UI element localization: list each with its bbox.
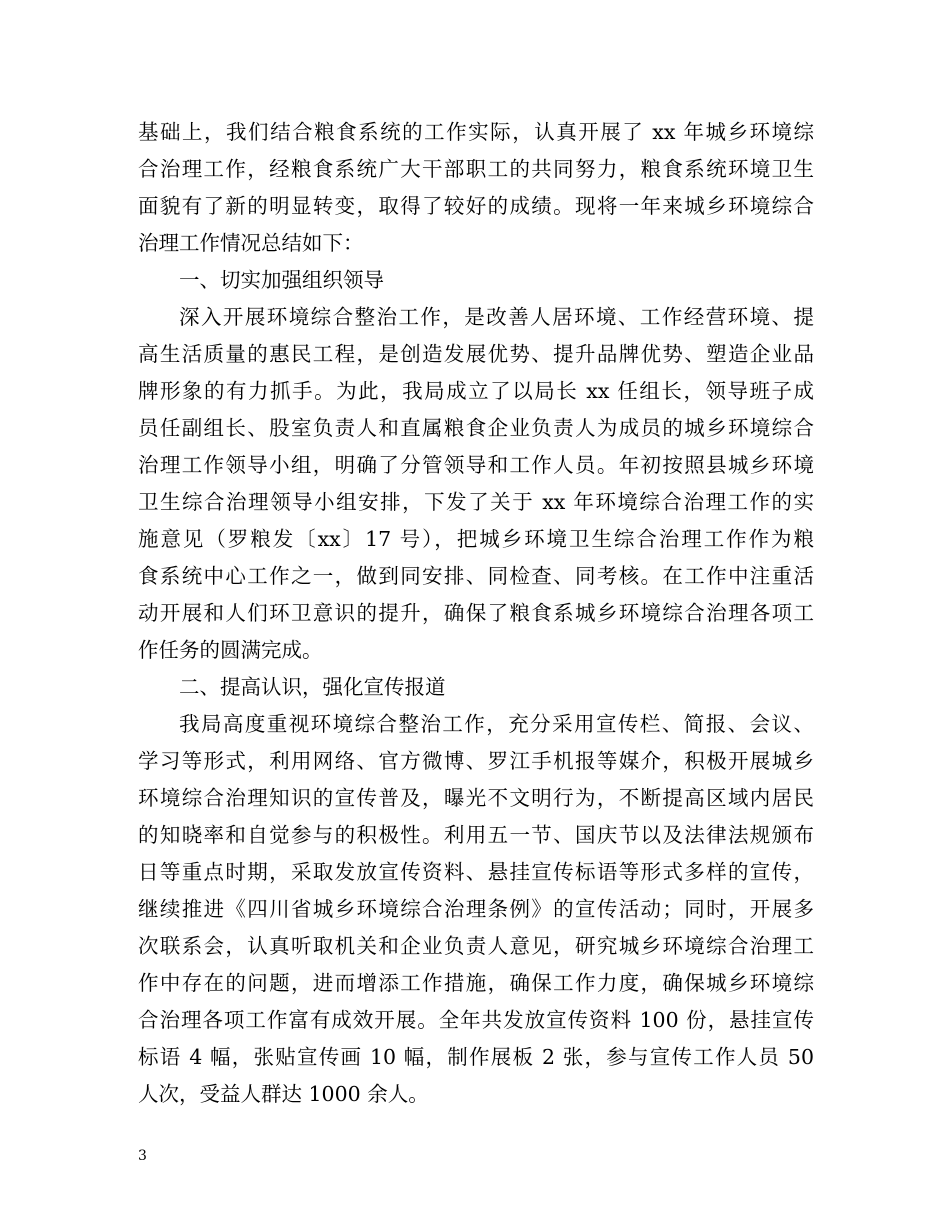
text-line: 作任务的圆满完成。	[138, 638, 323, 662]
text-line: 员任副组长、股室负责人和直属粮食企业负责人为成员的城乡环境综合	[138, 416, 814, 440]
text-line: 基础上，我们结合粮食系统的工作实际，认真开展了 xx 年城乡环境综	[138, 120, 814, 144]
text-line: 深入开展环境综合整治工作，是改善人居环境、工作经营环境、提	[179, 305, 814, 329]
text-line: 日等重点时期，采取发放宣传资料、悬挂宣传标语等形式多样的宣传，	[138, 860, 814, 884]
text-line: 人次，受益人群达 1000 余人。	[138, 1082, 429, 1106]
text-line: 作中存在的问题，进而增添工作措施，确保工作力度，确保城乡环境综	[138, 971, 814, 995]
text-line: 卫生综合治理领导小组安排，下发了关于 xx 年环境综合治理工作的实	[138, 490, 814, 514]
text-line: 标语 4 幅，张贴宣传画 10 幅，制作展板 2 张，参与宣传工作人员 50	[138, 1045, 814, 1069]
text-line: 次联系会，认真听取机关和企业负责人意见，研究城乡环境综合治理工	[138, 934, 814, 958]
section-heading-1: 一、切实加强组织领导	[179, 268, 384, 292]
text-line: 合治理各项工作富有成效开展。全年共发放宣传资料 100 份，悬挂宣传	[138, 1008, 814, 1032]
text-line: 环境综合治理知识的宣传普及，曝光不文明行为，不断提高区域内居民	[138, 786, 814, 810]
text-line: 继续推进《四川省城乡环境综合治理条例》的宣传活动；同时，开展多	[138, 897, 814, 921]
text-line: 牌形象的有力抓手。为此，我局成立了以局长 xx 任组长，领导班子成	[138, 379, 814, 403]
text-line: 的知晓率和自觉参与的积极性。利用五一节、国庆节以及法律法规颁布	[138, 823, 814, 847]
text-line: 高生活质量的惠民工程，是创造发展优势、提升品牌优势、塑造企业品	[138, 342, 814, 366]
section-heading-2: 二、提高认识，强化宣传报道	[179, 675, 446, 699]
text-line: 动开展和人们环卫意识的提升，确保了粮食系城乡环境综合治理各项工	[138, 601, 814, 625]
text-line: 我局高度重视环境综合整治工作，充分采用宣传栏、简报、会议、	[179, 712, 814, 736]
text-line: 合治理工作，经粮食系统广大干部职工的共同努力，粮食系统环境卫生	[138, 157, 814, 181]
text-line: 治理工作情况总结如下：	[138, 231, 364, 255]
body-text	[138, 114, 814, 1113]
text-line: 食系统中心工作之一，做到同安排、同检查、同考核。在工作中注重活	[138, 564, 814, 588]
text-line: 施意见（罗粮发〔xx〕17 号），把城乡环境卫生综合治理工作作为粮	[138, 527, 814, 551]
page-number: 3	[138, 1148, 147, 1164]
text-line: 学习等形式，利用网络、官方微博、罗江手机报等媒介，积极开展城乡	[138, 749, 814, 773]
text-line: 面貌有了新的明显转变，取得了较好的成绩。现将一年来城乡环境综合	[138, 194, 814, 218]
text-line: 治理工作领导小组，明确了分管领导和工作人员。年初按照县城乡环境	[138, 453, 814, 477]
